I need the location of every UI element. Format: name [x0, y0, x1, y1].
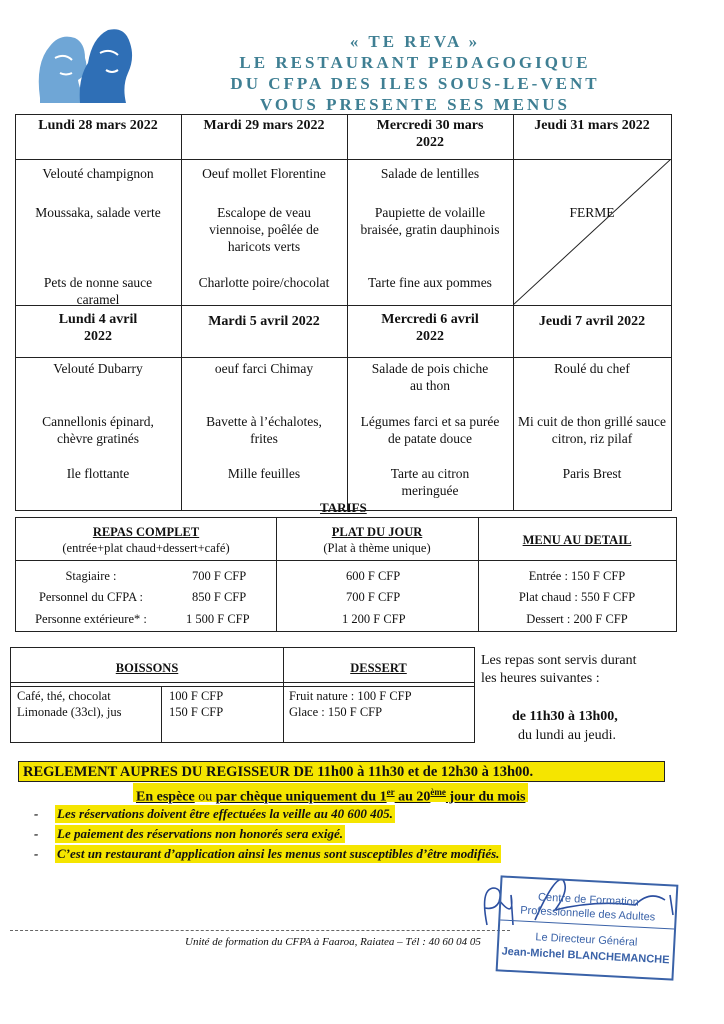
notice-reservation: Les réservations doivent être effectuées la veille au 40 600 405.	[57, 806, 393, 821]
boissons-price: 150 F CFP	[169, 705, 224, 719]
menu-dessert: Paris Brest	[562, 466, 622, 481]
menu-main: Moussaka, salade verte	[35, 205, 161, 220]
menu-starter: Oeuf mollet Florentine	[202, 166, 326, 181]
day-header: Jeudi 31 mars 2022	[534, 118, 650, 133]
menu-starter: oeuf farci Chimay	[214, 361, 314, 376]
footer-address: Unité de formation du CFPA à Faaroa, Raiatea – Tél : 40 60 04 05	[185, 936, 481, 948]
menu-main: Escalope de veau viennoise, poêlée de haricots verts	[209, 205, 319, 254]
tarif-detail: Dessert : 200 F CFP	[526, 612, 628, 626]
dessert-title: DESSERT	[350, 661, 407, 675]
tarif-repas: 850 F CFP	[192, 590, 247, 604]
menu-starter: Velouté champignon	[42, 166, 154, 181]
tarif-detail: Entrée : 150 F CFP	[528, 569, 626, 583]
dessert-item: Glace : 150 F CFP	[289, 705, 383, 719]
payment-methods	[133, 783, 528, 805]
repas-complet-sub: (entrée+plat chaud+dessert+café)	[62, 541, 230, 555]
payment-espece: En espèce	[136, 789, 195, 805]
payment-eme: ème	[430, 787, 446, 797]
menu-dessert: Mille feuilles	[227, 466, 301, 481]
boissons-items: Limonade (33cl), jus	[17, 705, 122, 719]
day-header: Mardi 29 mars 2022	[203, 118, 325, 133]
plat-du-jour-title: PLAT DU JOUR	[331, 525, 423, 539]
hours-time: de 11h30 à 13h00,	[512, 709, 618, 724]
menu-dessert: Tarte au citron meringuée	[390, 466, 470, 498]
official-stamp	[496, 875, 679, 980]
notice-payment: Le paiement des réservations non honorés sera exigé.	[57, 826, 343, 841]
menu-dessert: Charlotte poire/chocolat	[198, 275, 330, 290]
reglement-box	[18, 761, 665, 782]
cfpa-logo	[30, 18, 140, 108]
tarif-repas: 700 F CFP	[192, 569, 247, 583]
menu-starter: Velouté Dubarry	[53, 361, 143, 376]
stamp-line: Le Directeur Général	[535, 931, 638, 949]
menu-main: Légumes farci et sa purée de patate douce	[360, 414, 500, 446]
day-header: Mercredi 30 mars 2022	[376, 118, 484, 150]
stamp-line: Centre de Formation	[537, 891, 640, 909]
day-header: Jeudi 7 avril 2022	[538, 314, 646, 329]
day-header: Lundi 4 avril 2022	[58, 312, 138, 344]
header-line-2: LE RESTAURANT PEDAGOGIQUE	[239, 53, 591, 72]
tarifs-table	[15, 517, 677, 632]
menu-starter: Salade de pois chiche au thon	[371, 361, 489, 393]
menu-main: Mi cuit de thon grillé sauce citron, riz pilaf	[517, 414, 667, 446]
tarif-label: Personne extérieure* :	[35, 612, 147, 626]
menu-dessert: Tarte fine aux pommes	[368, 275, 492, 290]
payment-er: er	[386, 787, 395, 797]
tarif-plat: 700 F CFP	[346, 590, 401, 604]
tarif-plat: 1 200 F CFP	[342, 612, 406, 626]
day-header: Lundi 28 mars 2022	[38, 118, 158, 133]
menu-dessert: Ile flottante	[66, 466, 130, 481]
tarifs-title: TARIFS	[320, 500, 367, 515]
menu-main: Cannellonis épinard, chèvre gratinés	[42, 414, 154, 446]
boissons-price: 100 F CFP	[169, 689, 224, 703]
repas-complet-title: REPAS COMPLET	[92, 525, 200, 539]
menu-starter: Roulé du chef	[554, 361, 630, 376]
boissons-dessert-table	[10, 647, 475, 743]
boissons-items: Café, thé, chocolat	[17, 689, 111, 703]
stamp-line: Professionnelle des Adultes	[519, 904, 656, 924]
hours-days: du lundi au jeudi.	[518, 728, 616, 743]
payment-cheque: par chèque uniquement du 1	[215, 789, 387, 805]
menu-main: Bavette à l’échalotes, frites	[206, 414, 322, 446]
menu-dessert: Pets de nonne sauce caramel	[43, 275, 153, 307]
stamp-line: Jean-Michel BLANCHEMANCHE	[501, 945, 670, 967]
tarif-detail: Plat chaud : 550 F CFP	[518, 590, 636, 604]
plat-du-jour-sub: (Plat à thème unique)	[323, 541, 431, 555]
dessert-item: Fruit nature : 100 F CFP	[289, 689, 412, 703]
footer-rule	[10, 930, 510, 931]
payment-jour: jour du mois	[445, 789, 526, 805]
header-line-4: VOUS PRESENTE SES MENUS	[259, 95, 571, 114]
boissons-title: BOISSONS	[115, 661, 179, 675]
reglement-line: REGLEMENT AUPRES DU REGISSEUR DE 11h00 à 11h30 et de 12h30 à 13h00.	[23, 764, 534, 780]
day-header: Mercredi 6 avril 2022	[381, 312, 479, 344]
menu-detail-title: MENU AU DETAIL	[522, 533, 632, 547]
payment-au: au 20	[394, 789, 431, 805]
tarif-label: Personnel du CFPA :	[38, 590, 144, 604]
day-header: Mardi 5 avril 2022	[208, 314, 320, 329]
tarif-plat: 600 F CFP	[346, 569, 401, 583]
tarif-repas: 1 500 F CFP	[186, 612, 250, 626]
notice-application: C’est un restaurant d’application ainsi les menus sont susceptibles d’être modifiés.	[57, 846, 500, 861]
hours-intro: les heures suivantes :	[481, 671, 600, 686]
closed-diagonal	[513, 159, 671, 305]
payment-ou: ou	[194, 789, 216, 805]
closed-label: FERME	[569, 205, 615, 220]
menu-starter: Salade de lentilles	[380, 166, 480, 181]
header-line-3: DU CFPA DES ILES SOUS-LE-VENT	[230, 74, 600, 93]
header-line-1: « TE REVA »	[349, 32, 481, 51]
menu-table	[15, 114, 672, 511]
hours-intro: Les repas sont servis durant	[481, 653, 637, 668]
tarif-label: Stagiaire :	[65, 569, 117, 583]
menu-main: Paupiette de volaille braisée, gratin dauphinois	[360, 205, 500, 237]
